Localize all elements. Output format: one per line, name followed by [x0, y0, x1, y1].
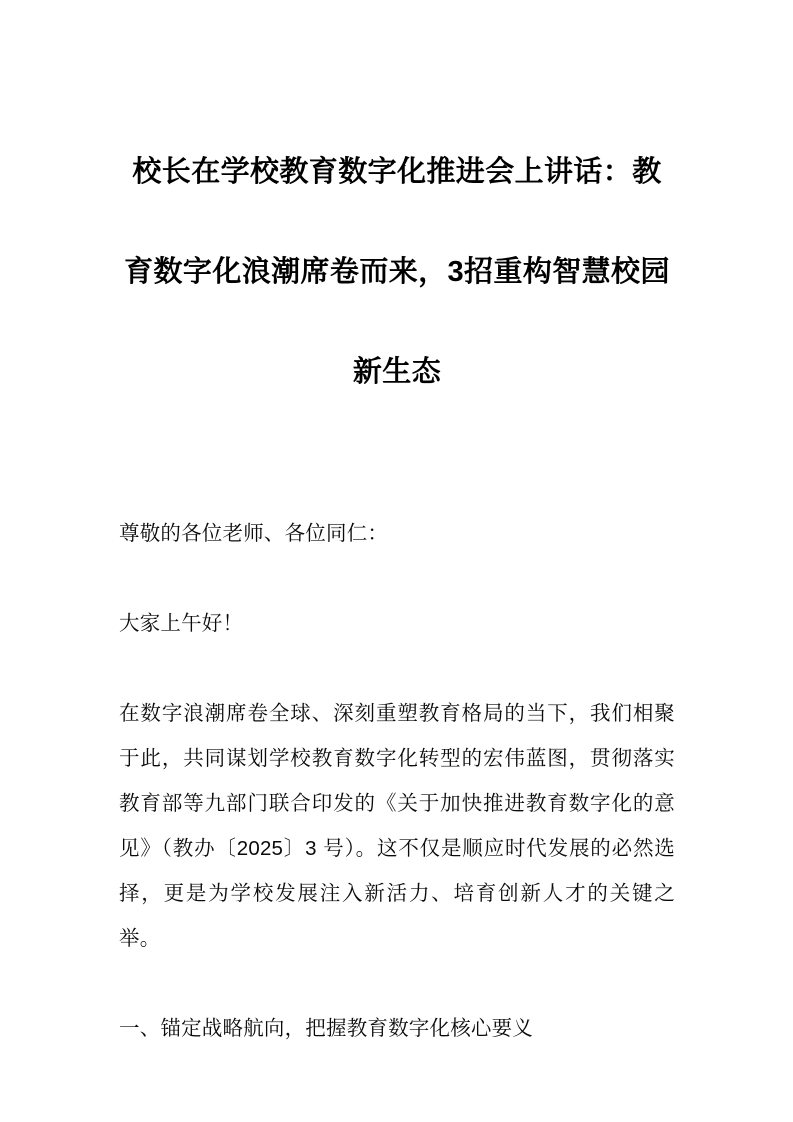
page-title	[119, 0, 675, 422]
paragraph-gap	[119, 556, 675, 601]
salutation-line: 尊敬的各位老师、各位同仁：	[119, 522, 389, 545]
paragraph-gap	[119, 961, 675, 1006]
opening-paragraph: 在数字浪潮席卷全球、深刻重塑教育格局的当下，我们相聚于此，共同谋划学校教育数字化转型的宏伟蓝图，贯彻落实教育部等九部门联合印发的《关于加快推进教育数字化的意见》（教办〔2025〕3 号）。这不仅是顺应时代发展的必然选择，更是为学校发展注入新活力、培育创新人才的关键之举。	[119, 702, 675, 950]
title-line-3: 新生态	[352, 356, 442, 388]
title-line-1: 校长在学校教育数字化推进会上讲话：教	[132, 156, 662, 188]
title-line-2: 育数字化浪潮席卷而来，3招重构智慧校园	[124, 256, 670, 288]
paragraph-gap	[119, 646, 675, 691]
document-body	[119, 511, 675, 1051]
title-body-spacer	[119, 422, 674, 511]
section-heading-1: 一、锚定战略航向，把握教育数字化核心要义	[119, 1017, 533, 1040]
greeting-line: 大家上午好！	[119, 612, 244, 635]
